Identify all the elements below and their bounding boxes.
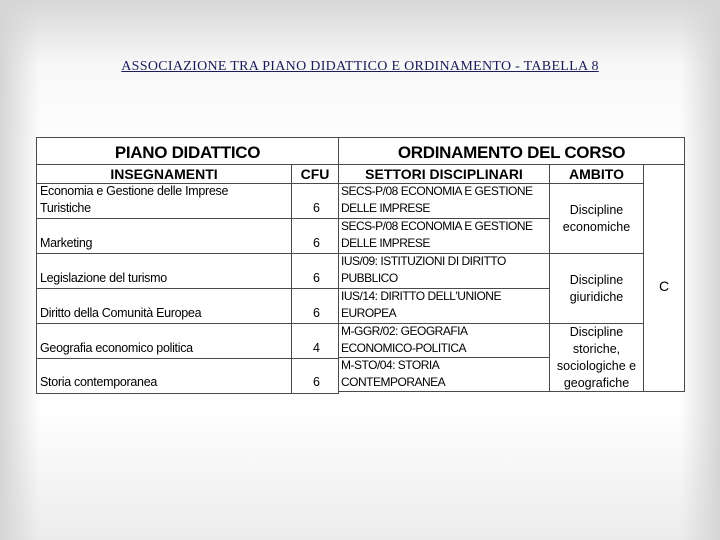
settore-row-2-line2: DELLE IMPRESE (341, 236, 430, 250)
background-shade-right (680, 0, 720, 540)
ambito-economico (550, 184, 643, 253)
insegnamento-row-5: Geografia economico politica (40, 341, 193, 355)
insegnamenti-column-header: INSEGNAMENTI (110, 166, 218, 182)
cfu-row-6: 6 (313, 375, 320, 389)
settore-row-3-line1: IUS/09: ISTITUZIONI DI DIRITTO (341, 254, 506, 268)
settori-column-header: SETTORI DISCIPLINARI (365, 166, 523, 182)
extra-column-value: C (658, 278, 670, 294)
ordinamento-corso-header: ORDINAMENTO DEL CORSO (397, 143, 626, 162)
cfu-row-4: 6 (313, 306, 320, 320)
ambito-storico-line1: Discipline (569, 325, 624, 339)
ambito-column-header: AMBITO (569, 166, 624, 182)
ambito-giuridico-line2: giuridiche (569, 289, 624, 304)
settore-row-4-line1: IUS/14: DIRITTO DELL'UNIONE (341, 289, 501, 303)
background-shade-left (0, 0, 40, 540)
settore-row-1-line1: SECS-P/08 ECONOMIA E GESTIONE (341, 184, 533, 198)
insegnamento-row-2: Marketing (40, 236, 93, 250)
settore-row-3-line2: PUBBLICO (341, 271, 398, 285)
ambito-economico-line1: Discipline (569, 202, 624, 217)
settore-row-6-line1: M-STO/04: STORIA (341, 358, 440, 372)
slide-title: ASSOCIAZIONE TRA PIANO DIDATTICO E ORDINAMENTO - TABELLA 8 (121, 59, 599, 74)
settore-row-2-line1: SECS-P/08 ECONOMIA E GESTIONE (341, 219, 533, 233)
settore-row-5-line2: ECONOMICO-POLITICA (341, 341, 467, 355)
insegnamento-row-3: Legislazione del turismo (40, 271, 167, 285)
settore-row-5-line1: M-GGR/02: GEOGRAFIA (341, 324, 468, 338)
piano-didattico-header: PIANO DIDATTICO (114, 143, 261, 162)
insegnamento-row-4: Diritto della Comunità Europea (40, 306, 202, 320)
ambito-storico-line2: storiche, (572, 342, 621, 356)
ambito-storico-line4: geografiche (563, 376, 630, 390)
ambito-storico-line3: sociologiche e (556, 359, 637, 373)
cfu-row-5: 4 (313, 341, 320, 355)
insegnamento-row-6: Storia contemporanea (40, 375, 157, 389)
ordinamento-corso-table (338, 137, 685, 392)
piano-didattico-table (36, 137, 339, 394)
ambito-storico-geografico (550, 324, 643, 392)
ambito-giuridico-line1: Discipline (569, 272, 624, 287)
settore-row-4-line2: EUROPEA (341, 306, 397, 320)
insegnamento-row-1-line1: Economia e Gestione delle Imprese (40, 184, 229, 198)
ambito-economico-line2: economiche (562, 219, 631, 234)
insegnamento-row-1-line2: Turistiche (40, 201, 91, 215)
cfu-row-2: 6 (313, 236, 320, 250)
cfu-column-header: CFU (300, 166, 330, 182)
settore-row-6-line2: CONTEMPORANEA (341, 375, 446, 389)
ambito-giuridico (550, 254, 643, 323)
settore-row-1-line2: DELLE IMPRESE (341, 201, 430, 215)
cfu-row-1: 6 (313, 201, 320, 215)
cfu-row-3: 6 (313, 271, 320, 285)
